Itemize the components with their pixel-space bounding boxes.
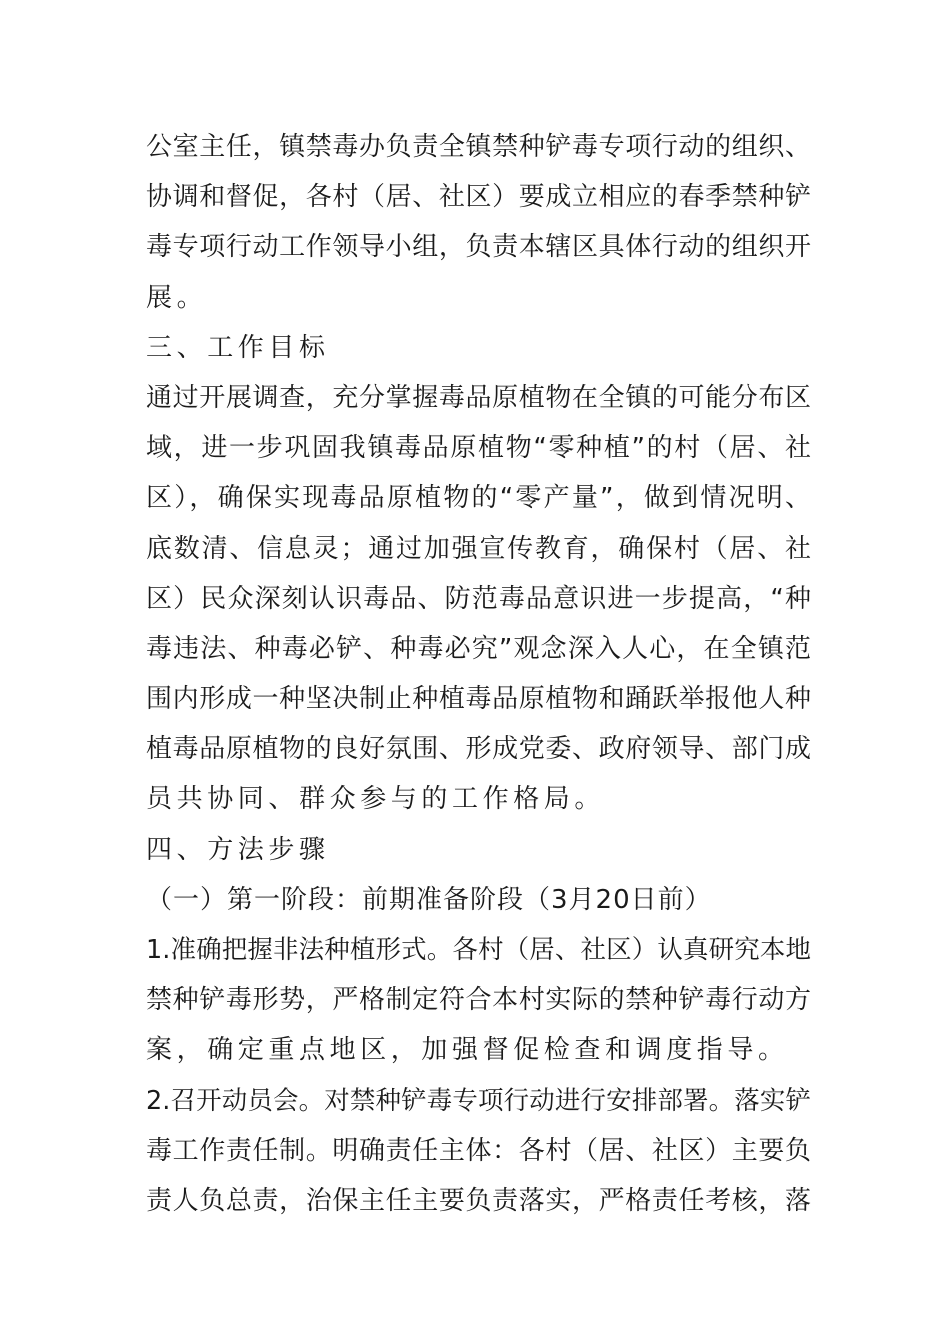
paragraph-line: 区），确保实现毒品原植物的“零产量”，做到情况明、 — [146, 483, 811, 514]
document-body — [146, 122, 811, 1226]
paragraph-line: 案，确定重点地区，加强督促检查和调度指导。 — [146, 1035, 789, 1066]
paragraph-line: 毒专项行动工作领导小组，负责本辖区具体行动的组织开 — [146, 232, 811, 263]
paragraph-line: 1.准确把握非法种植形式。各村（居、社区）认真研究本地 — [146, 935, 811, 965]
paragraph-line: 协调和督促，各村（居、社区）要成立相应的春季禁种铲 — [146, 182, 811, 213]
section-heading-goals: 三、工作目标 — [146, 332, 330, 363]
paragraph-line: 毒工作责任制。明确责任主体：各村（居、社区）主要负 — [146, 1135, 811, 1166]
section-heading-methods: 四、方法步骤 — [146, 834, 330, 865]
paragraph-line: 责人负总责，治保主任主要负责落实，严格责任考核，落 — [146, 1185, 811, 1216]
paragraph-line: 区）民众深刻认识毒品、防范毒品意识进一步提高，“种 — [146, 583, 811, 614]
paragraph-line: 通过开展调查，充分掌握毒品原植物在全镇的可能分布区 — [146, 382, 811, 413]
paragraph-line: 展。 — [146, 282, 208, 313]
paragraph-line: 底数清、信息灵；通过加强宣传教育，确保村（居、社 — [146, 533, 811, 564]
paragraph-line: 公室主任，镇禁毒办负责全镇禁种铲毒专项行动的组织、 — [146, 132, 811, 162]
paragraph-line: 员共协同、群众参与的工作格局。 — [146, 784, 606, 815]
paragraph-line: 植毒品原植物的良好氛围、形成党委、政府领导、部门成 — [146, 734, 811, 765]
subsection-heading-phase-one: （一）第一阶段：前期准备阶段（3月20日前） — [146, 884, 712, 915]
paragraph-line: 域，进一步巩固我镇毒品原植物“零种植”的村（居、社 — [146, 433, 811, 464]
paragraph-line: 毒违法、种毒必铲、种毒必究”观念深入人心，在全镇范 — [146, 633, 811, 664]
paragraph-line: 2.召开动员会。对禁种铲毒专项行动进行安排部署。落实铲 — [146, 1085, 811, 1116]
paragraph-line: 禁种铲毒形势，严格制定符合本村实际的禁种铲毒行动方 — [146, 985, 811, 1016]
paragraph-line: 围内形成一种坚决制止种植毒品原植物和踊跃举报他人种 — [146, 684, 811, 715]
